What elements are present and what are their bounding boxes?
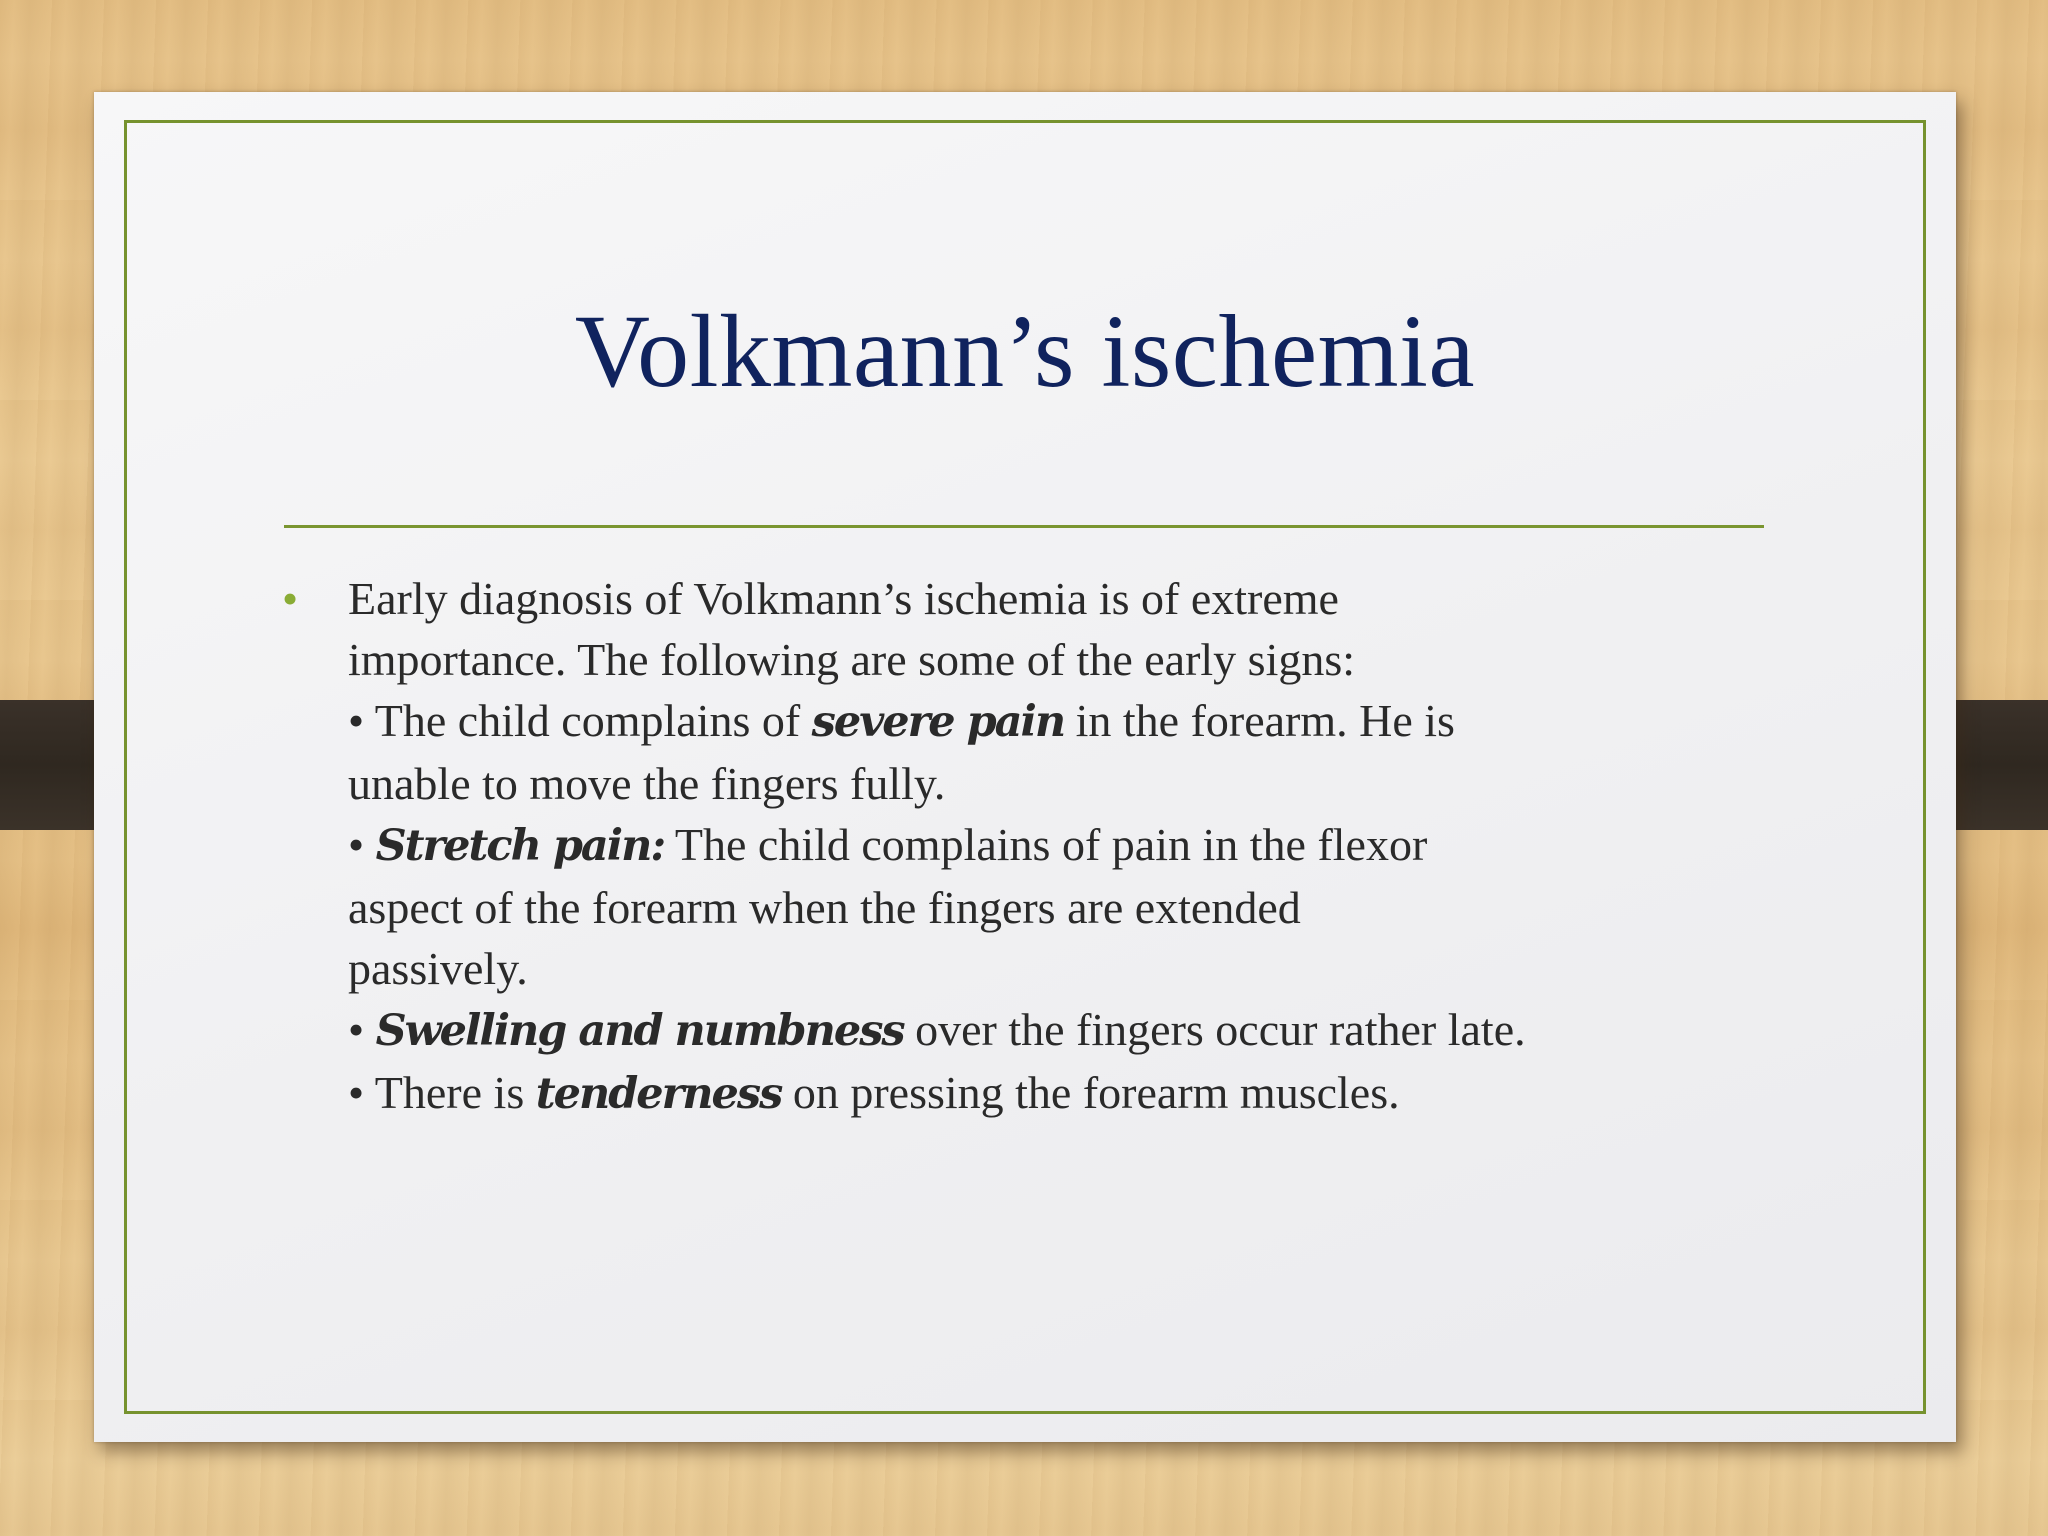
slide bbox=[94, 92, 1956, 1442]
sign-severe-pain bbox=[348, 690, 1818, 753]
sign1-pre: The child complains of bbox=[374, 695, 812, 746]
intro-line-1: Early diagnosis of Volkmann’s ischemia is of extreme bbox=[348, 573, 1339, 624]
sub-bullet: • bbox=[348, 695, 365, 746]
sign-swelling bbox=[348, 999, 1818, 1062]
sign4-post: on pressing the forearm muscles. bbox=[781, 1067, 1400, 1118]
sign-stretch-pain bbox=[348, 814, 1818, 877]
sign2-emphasis: Stretch pain: bbox=[375, 821, 665, 871]
sign1-continuation: unable to move the fingers fully. bbox=[348, 758, 946, 809]
sign3-emphasis: Swelling and numbness bbox=[375, 1006, 904, 1056]
slide-body bbox=[282, 568, 1818, 1125]
sub-bullet: • bbox=[348, 1004, 365, 1055]
sign1-post: in the forearm. He is bbox=[1064, 695, 1455, 746]
intro-line-2: importance. The following are some of the early signs: bbox=[348, 634, 1356, 685]
sub-bullet: • bbox=[348, 819, 365, 870]
sign2-continuation-1: aspect of the forearm when the fingers are extended bbox=[348, 882, 1301, 933]
sign1-emphasis: severe pain bbox=[811, 697, 1065, 747]
sign3-post: over the fingers occur rather late. bbox=[903, 1004, 1526, 1055]
main-bullet-marker: • bbox=[282, 573, 299, 624]
sign2-continuation-2: passively. bbox=[348, 943, 528, 994]
sign-tenderness bbox=[348, 1062, 1818, 1125]
sign2-post: The child complains of pain in the flexor bbox=[664, 819, 1428, 870]
slide-title: Volkmann’s ischemia bbox=[574, 294, 1476, 409]
title-divider bbox=[284, 525, 1764, 528]
sub-bullet: • bbox=[348, 1067, 365, 1118]
sign4-pre: There is bbox=[374, 1067, 536, 1118]
sign4-emphasis: tenderness bbox=[535, 1069, 782, 1119]
